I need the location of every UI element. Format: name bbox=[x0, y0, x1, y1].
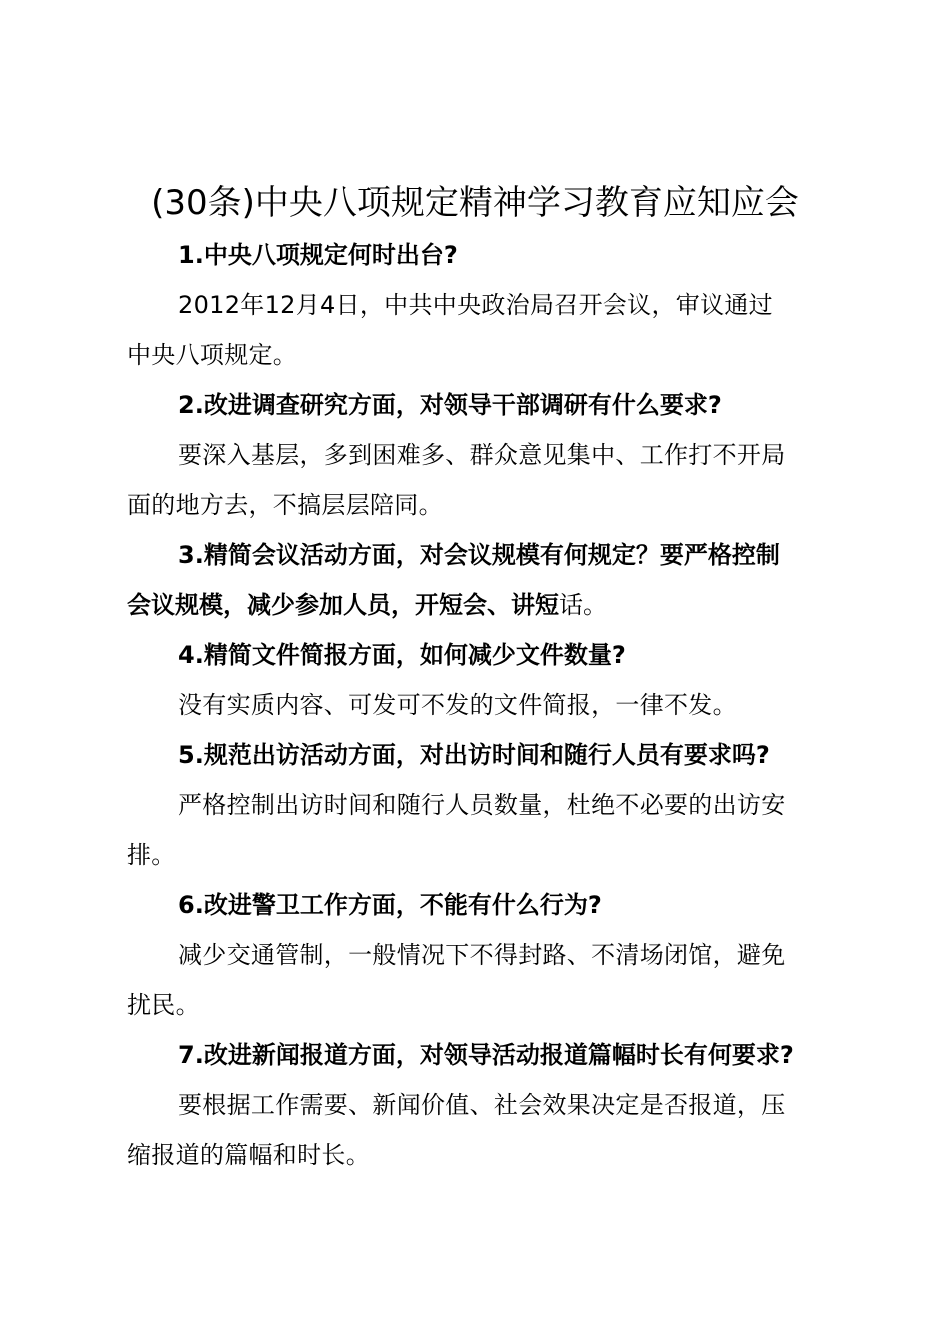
question-3-line-1: 3.精简会议活动方面，对会议规模有何规定？要严格控制 bbox=[178, 541, 780, 569]
answer-5-line-2: 排。 bbox=[127, 841, 176, 869]
document-title: (30条)中央八项规定精神学习教育应知应会 bbox=[151, 183, 799, 223]
question-6: 6.改进警卫工作方面，不能有什么行为? bbox=[178, 891, 602, 919]
question-7: 7.改进新闻报道方面，对领导活动报道篇幅时长有何要求? bbox=[178, 1041, 794, 1069]
document-body bbox=[127, 230, 832, 1180]
answer-4-line-1: 没有实质内容、可发可不发的文件简报，一律不发。 bbox=[178, 691, 737, 719]
question-1: 1.中央八项规定何时出台? bbox=[178, 241, 458, 269]
answer-6-line-1: 减少交通管制，一般情况下不得封路、不清场闭馆，避免 bbox=[178, 941, 786, 969]
answer-2-line-2: 面的地方去，不搞层层陪同。 bbox=[127, 491, 443, 519]
question-3-line-2 bbox=[127, 580, 832, 630]
answer-5-line-1: 严格控制出访时间和随行人员数量，杜绝不必要的出访安 bbox=[178, 791, 786, 819]
answer-7-line-2: 缩报道的篇幅和时长。 bbox=[127, 1141, 370, 1169]
answer-7-line-1: 要根据工作需要、新闻价值、社会效果决定是否报道，压 bbox=[178, 1091, 786, 1119]
answer-1-line-1: 2012年12月4日，中共中央政治局召开会议，审议通过 bbox=[178, 291, 773, 319]
answer-1-line-2: 中央八项规定。 bbox=[127, 341, 298, 369]
question-5: 5.规范出访活动方面，对出访时间和随行人员有要求吗? bbox=[178, 741, 770, 769]
question-4: 4.精简文件简报方面，如何减少文件数量? bbox=[178, 641, 626, 669]
question-3-line-2-plain: 话。 bbox=[559, 591, 607, 619]
answer-2-line-1: 要深入基层，多到困难多、群众意见集中、工作打不开局 bbox=[178, 441, 786, 469]
answer-6-line-2: 扰民。 bbox=[127, 991, 200, 1019]
question-3-line-2-bold: 会议规模，减少参加人员，开短会、讲短 bbox=[127, 591, 559, 619]
question-2: 2.改进调查研究方面，对领导干部调研有什么要求? bbox=[178, 391, 722, 419]
